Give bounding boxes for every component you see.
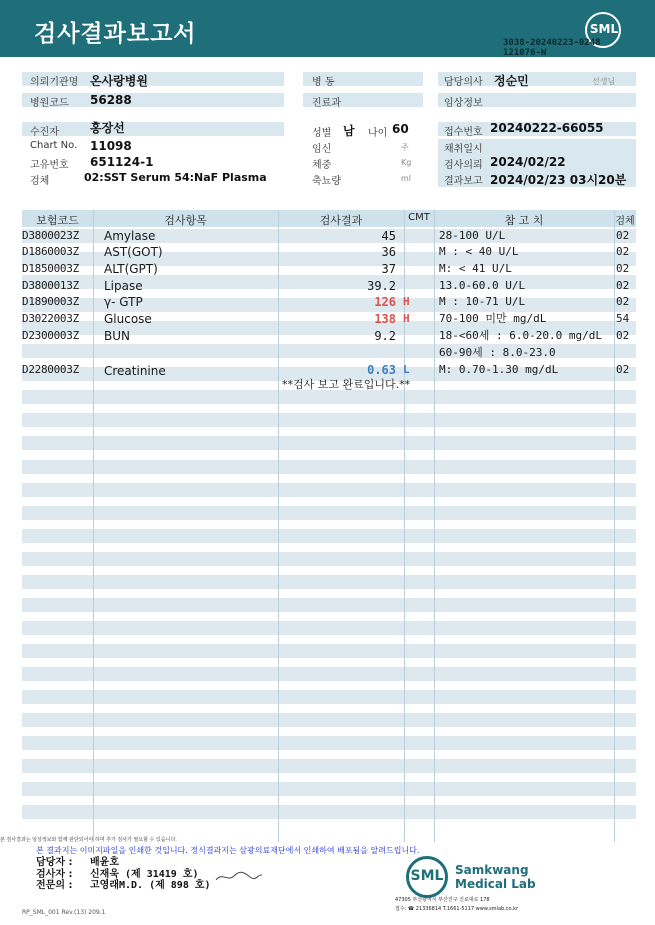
row-stripe	[22, 598, 636, 612]
test-result: 9.2	[374, 329, 396, 343]
lab-address-2: 접수: ☎ 21336814 T.1661-5117 www.smlab.co.kr	[395, 906, 519, 912]
manager-value: 배윤호	[90, 857, 119, 868]
specialist-value: 고영래M.D. (제 898 호)	[90, 880, 211, 891]
row-stripe	[22, 736, 636, 750]
header-specimen: 검체	[615, 216, 635, 227]
row-stripe	[22, 690, 636, 704]
col-divider-4	[434, 210, 435, 842]
insurance-code: D3022003Z	[22, 312, 79, 325]
form-number: RP_SML_001 Rev.(13) 209.1	[22, 909, 106, 916]
test-item: ALT(GPT)	[104, 262, 158, 276]
clinical-label: 임상정보	[444, 98, 483, 109]
test-item: Creatinine	[104, 364, 166, 378]
row-stripe	[22, 621, 636, 635]
ward-label: 병 동	[312, 77, 335, 88]
col-divider-1	[93, 210, 94, 842]
manager-label: 담당자 :	[36, 857, 73, 868]
row-stripe	[22, 460, 636, 474]
insurance-code: D1860003Z	[22, 245, 79, 258]
specimen-code: 54	[616, 312, 630, 325]
request-label: 검사의뢰	[444, 160, 483, 171]
insurance-code: D3800023Z	[22, 229, 79, 242]
specimen-code: 02	[616, 229, 630, 242]
report-value: 2024/02/23 03시20분	[490, 173, 627, 187]
row-stripe	[22, 713, 636, 727]
lab-logo-text: SML	[410, 868, 444, 884]
result-flag: H	[403, 295, 410, 308]
row-stripe	[22, 759, 636, 773]
specimen-value: 02:SST Serum 54:NaF Plasma	[84, 171, 267, 184]
row-stripe	[22, 644, 636, 658]
row-stripe	[22, 390, 636, 404]
header-result: 검사결과	[319, 214, 363, 227]
report-title: 검사결과보고서	[34, 21, 197, 47]
test-item: Glucose	[104, 312, 152, 326]
document-id-line1: 3038-20240223-0248	[503, 38, 601, 48]
result-flag: L	[403, 363, 410, 376]
institution-value: 온사랑병원	[90, 74, 148, 88]
result-flag: H	[403, 312, 410, 325]
row-stripe	[22, 506, 636, 520]
document-id-line2: 121076-W	[503, 48, 547, 58]
lab-name-1: Samkwang	[455, 863, 529, 877]
pregnancy-unit: 주	[401, 143, 409, 152]
doctor-suffix: 선생님	[592, 77, 616, 86]
urine-label: 축뇨량	[312, 176, 341, 187]
urine-unit: ml	[401, 174, 412, 183]
age-value: 60	[392, 122, 409, 136]
patient-value: 홍장선	[90, 121, 125, 135]
test-item: Amylase	[104, 229, 156, 243]
hospital-code-label: 병원코드	[30, 98, 69, 109]
id-label: 고유번호	[30, 160, 69, 171]
reference-range: 28-100 U/L	[439, 229, 506, 242]
lab-name-2: Medical Lab	[455, 877, 536, 891]
reference-range: 18-<60세 : 6.0-20.0 mg/dL	[439, 329, 602, 342]
row-stripe	[22, 667, 636, 681]
specialist-label: 전문의 :	[36, 880, 73, 891]
insurance-code: D2280003Z	[22, 363, 79, 376]
test-item: BUN	[104, 329, 130, 343]
id-value: 651124-1	[90, 155, 154, 169]
row-stripe	[22, 552, 636, 566]
test-item: AST(GOT)	[104, 245, 163, 259]
header-ref: 참 고 치	[504, 214, 544, 227]
insurance-code: D2300003Z	[22, 329, 79, 342]
institution-label: 의뢰기관명	[30, 77, 79, 88]
fine-print: 본 검사결과는 임상정보와 함께 판단되어야 하며 추가 검사가 필요할 수 있습니다.	[0, 837, 177, 843]
row-stripe	[22, 782, 636, 796]
weight-label: 체중	[312, 160, 332, 171]
chart-value: 11098	[90, 139, 132, 153]
sml-logo-text: SML	[589, 22, 619, 36]
reference-range: M : 10-71 U/L	[439, 295, 526, 308]
department-label: 진료과	[312, 98, 341, 109]
test-item: Lipase	[104, 279, 143, 293]
age-label: 나이	[368, 128, 388, 139]
header-cmt: CMT	[408, 212, 430, 223]
test-result: 126	[374, 295, 396, 309]
chart-label: Chart No.	[30, 140, 78, 151]
insurance-code: D1850003Z	[22, 262, 79, 275]
examiner-label: 검사자 :	[36, 869, 73, 880]
sex-label: 성별	[312, 128, 332, 139]
row-stripe	[22, 529, 636, 543]
row-stripe	[22, 575, 636, 589]
reference-range: 13.0-60.0 U/L	[439, 279, 526, 292]
test-result: 0.63	[367, 363, 396, 377]
reference-range: M: 0.70-1.30 mg/dL	[439, 363, 559, 376]
print-warning: 본 결과지는 이미지파일을 인쇄한 것입니다. 정식결과지는 삼광의료재단에서 인쇄하여 배포됨을 알려드립니다.	[36, 846, 420, 855]
weight-unit: Kg	[401, 158, 412, 167]
pregnancy-label: 임신	[312, 144, 332, 155]
insurance-code: D3800013Z	[22, 279, 79, 292]
row-stripe	[22, 436, 636, 450]
row-stripe	[22, 413, 636, 427]
col-divider-5	[614, 210, 615, 842]
insurance-code: D1890003Z	[22, 295, 79, 308]
sex-value: 남	[343, 124, 355, 138]
examiner-value: 신재욱 (제 31419 호)	[90, 869, 199, 880]
test-result: 37	[381, 262, 396, 276]
band-patient	[22, 122, 284, 136]
specimen-code: 02	[616, 329, 630, 342]
specimen-code: 02	[616, 295, 630, 308]
test-item: γ- GTP	[104, 295, 143, 309]
receipt-label: 접수번호	[444, 127, 483, 138]
specimen-code: 02	[616, 245, 630, 258]
reference-range: M : < 40 U/L	[439, 245, 519, 258]
patient-label: 수진자	[30, 127, 59, 138]
test-result: 39.2	[367, 279, 396, 293]
specimen-label: 검체	[30, 176, 50, 187]
reference-range: 70-100 미만 mg/dL	[439, 312, 547, 325]
report-complete-note: **검사 보고 완료입니다.**	[282, 378, 411, 391]
document-id	[503, 38, 601, 58]
test-result: 45	[381, 229, 396, 243]
signature-icon	[214, 868, 264, 884]
row-stripe	[22, 483, 636, 497]
reference-range: M: < 41 U/L	[439, 262, 512, 275]
doctor-label: 담당의사	[444, 77, 483, 88]
header-item: 검사항목	[164, 214, 207, 227]
receipt-value: 20240222-66055	[490, 121, 604, 135]
row-stripe	[22, 805, 636, 819]
lab-address-1: 47305 부산광역시 부산진구 진로대로 178	[395, 897, 490, 903]
reference-range: 60-90세 : 8.0-23.0	[439, 346, 556, 359]
header-code: 보험코드	[36, 214, 79, 227]
report-label: 결과보고	[444, 176, 483, 187]
specimen-code: 02	[616, 279, 630, 292]
collect-label: 채취일시	[444, 144, 483, 155]
hospital-code-value: 56288	[90, 93, 132, 107]
request-value: 2024/02/22	[490, 155, 566, 169]
specimen-code: 02	[616, 363, 630, 376]
specimen-code: 02	[616, 262, 630, 275]
test-result: 138	[374, 312, 396, 326]
test-result: 36	[381, 245, 396, 259]
doctor-value: 정순민	[494, 74, 529, 88]
